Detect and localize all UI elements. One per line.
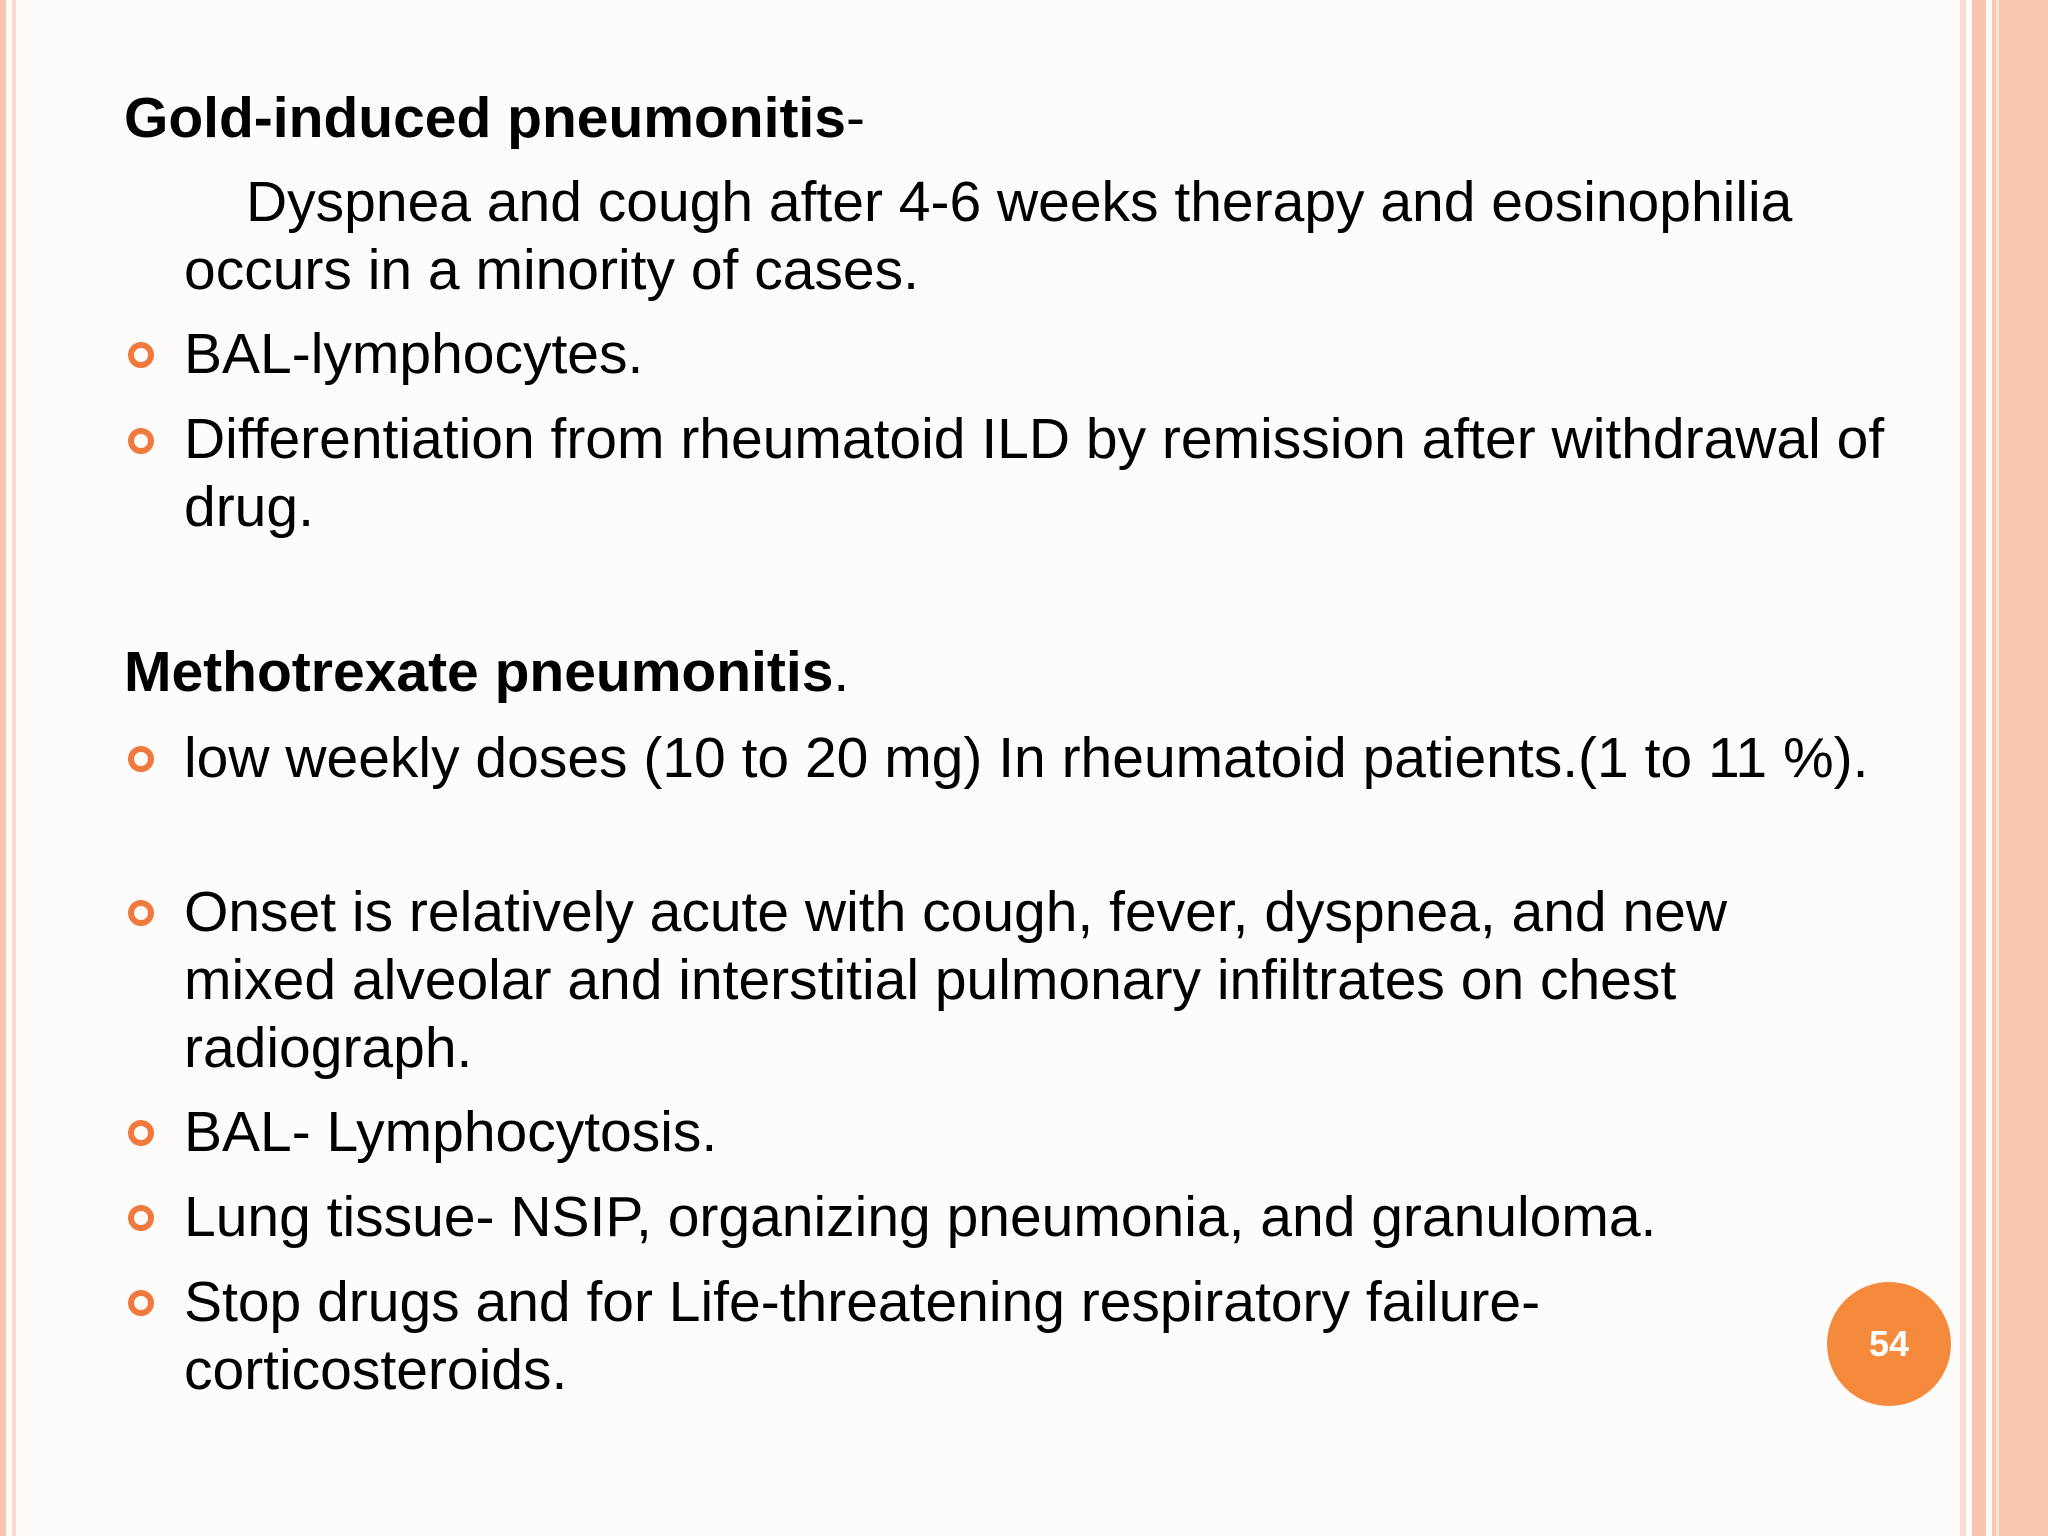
bullet-icon xyxy=(128,1205,154,1231)
section1-title-suffix: - xyxy=(845,86,865,150)
section2-heading xyxy=(124,638,849,706)
section2-bullet-5: Stop drugs and for Life-threatening respiratory failure- corticosteroids. xyxy=(184,1270,1541,1402)
section1-title: Gold-induced pneumonitis xyxy=(124,86,846,150)
page-number-badge: 54 xyxy=(1827,1282,1951,1406)
section1-intro: Dyspnea and cough after 4-6 weeks therapy and eosinophilia occurs in a minority of cases. xyxy=(184,170,1793,302)
bullet-icon xyxy=(128,428,154,454)
bullet-icon xyxy=(128,900,154,926)
section1-heading xyxy=(124,84,865,152)
section1-bullet-1: BAL-lymphocytes. xyxy=(184,322,644,386)
bullet-icon xyxy=(128,1120,154,1146)
section2-bullet-1: low weekly doses (10 to 20 mg) In rheumatoid patients.(1 to 11 %). xyxy=(184,726,1869,790)
section2-bullet-2: Onset is relatively acute with cough, fever, dyspnea, and new mixed alveolar and interstitial pulmonary infiltrates on chest radiograph. xyxy=(184,880,1728,1080)
section2-title-suffix: . xyxy=(833,640,850,704)
bullet-icon xyxy=(128,746,154,772)
bullet-icon xyxy=(128,342,154,368)
section2-bullet-3: BAL- Lymphocytosis. xyxy=(184,1100,718,1164)
section2-title: Methotrexate pneumonitis xyxy=(124,640,834,704)
bullet-icon xyxy=(128,1290,154,1316)
section2-bullet-4: Lung tissue- NSIP, organizing pneumonia, and granuloma. xyxy=(184,1185,1657,1249)
section1-bullet-2: Differentiation from rheumatoid ILD by remission after withdrawal of drug. xyxy=(184,407,1885,539)
